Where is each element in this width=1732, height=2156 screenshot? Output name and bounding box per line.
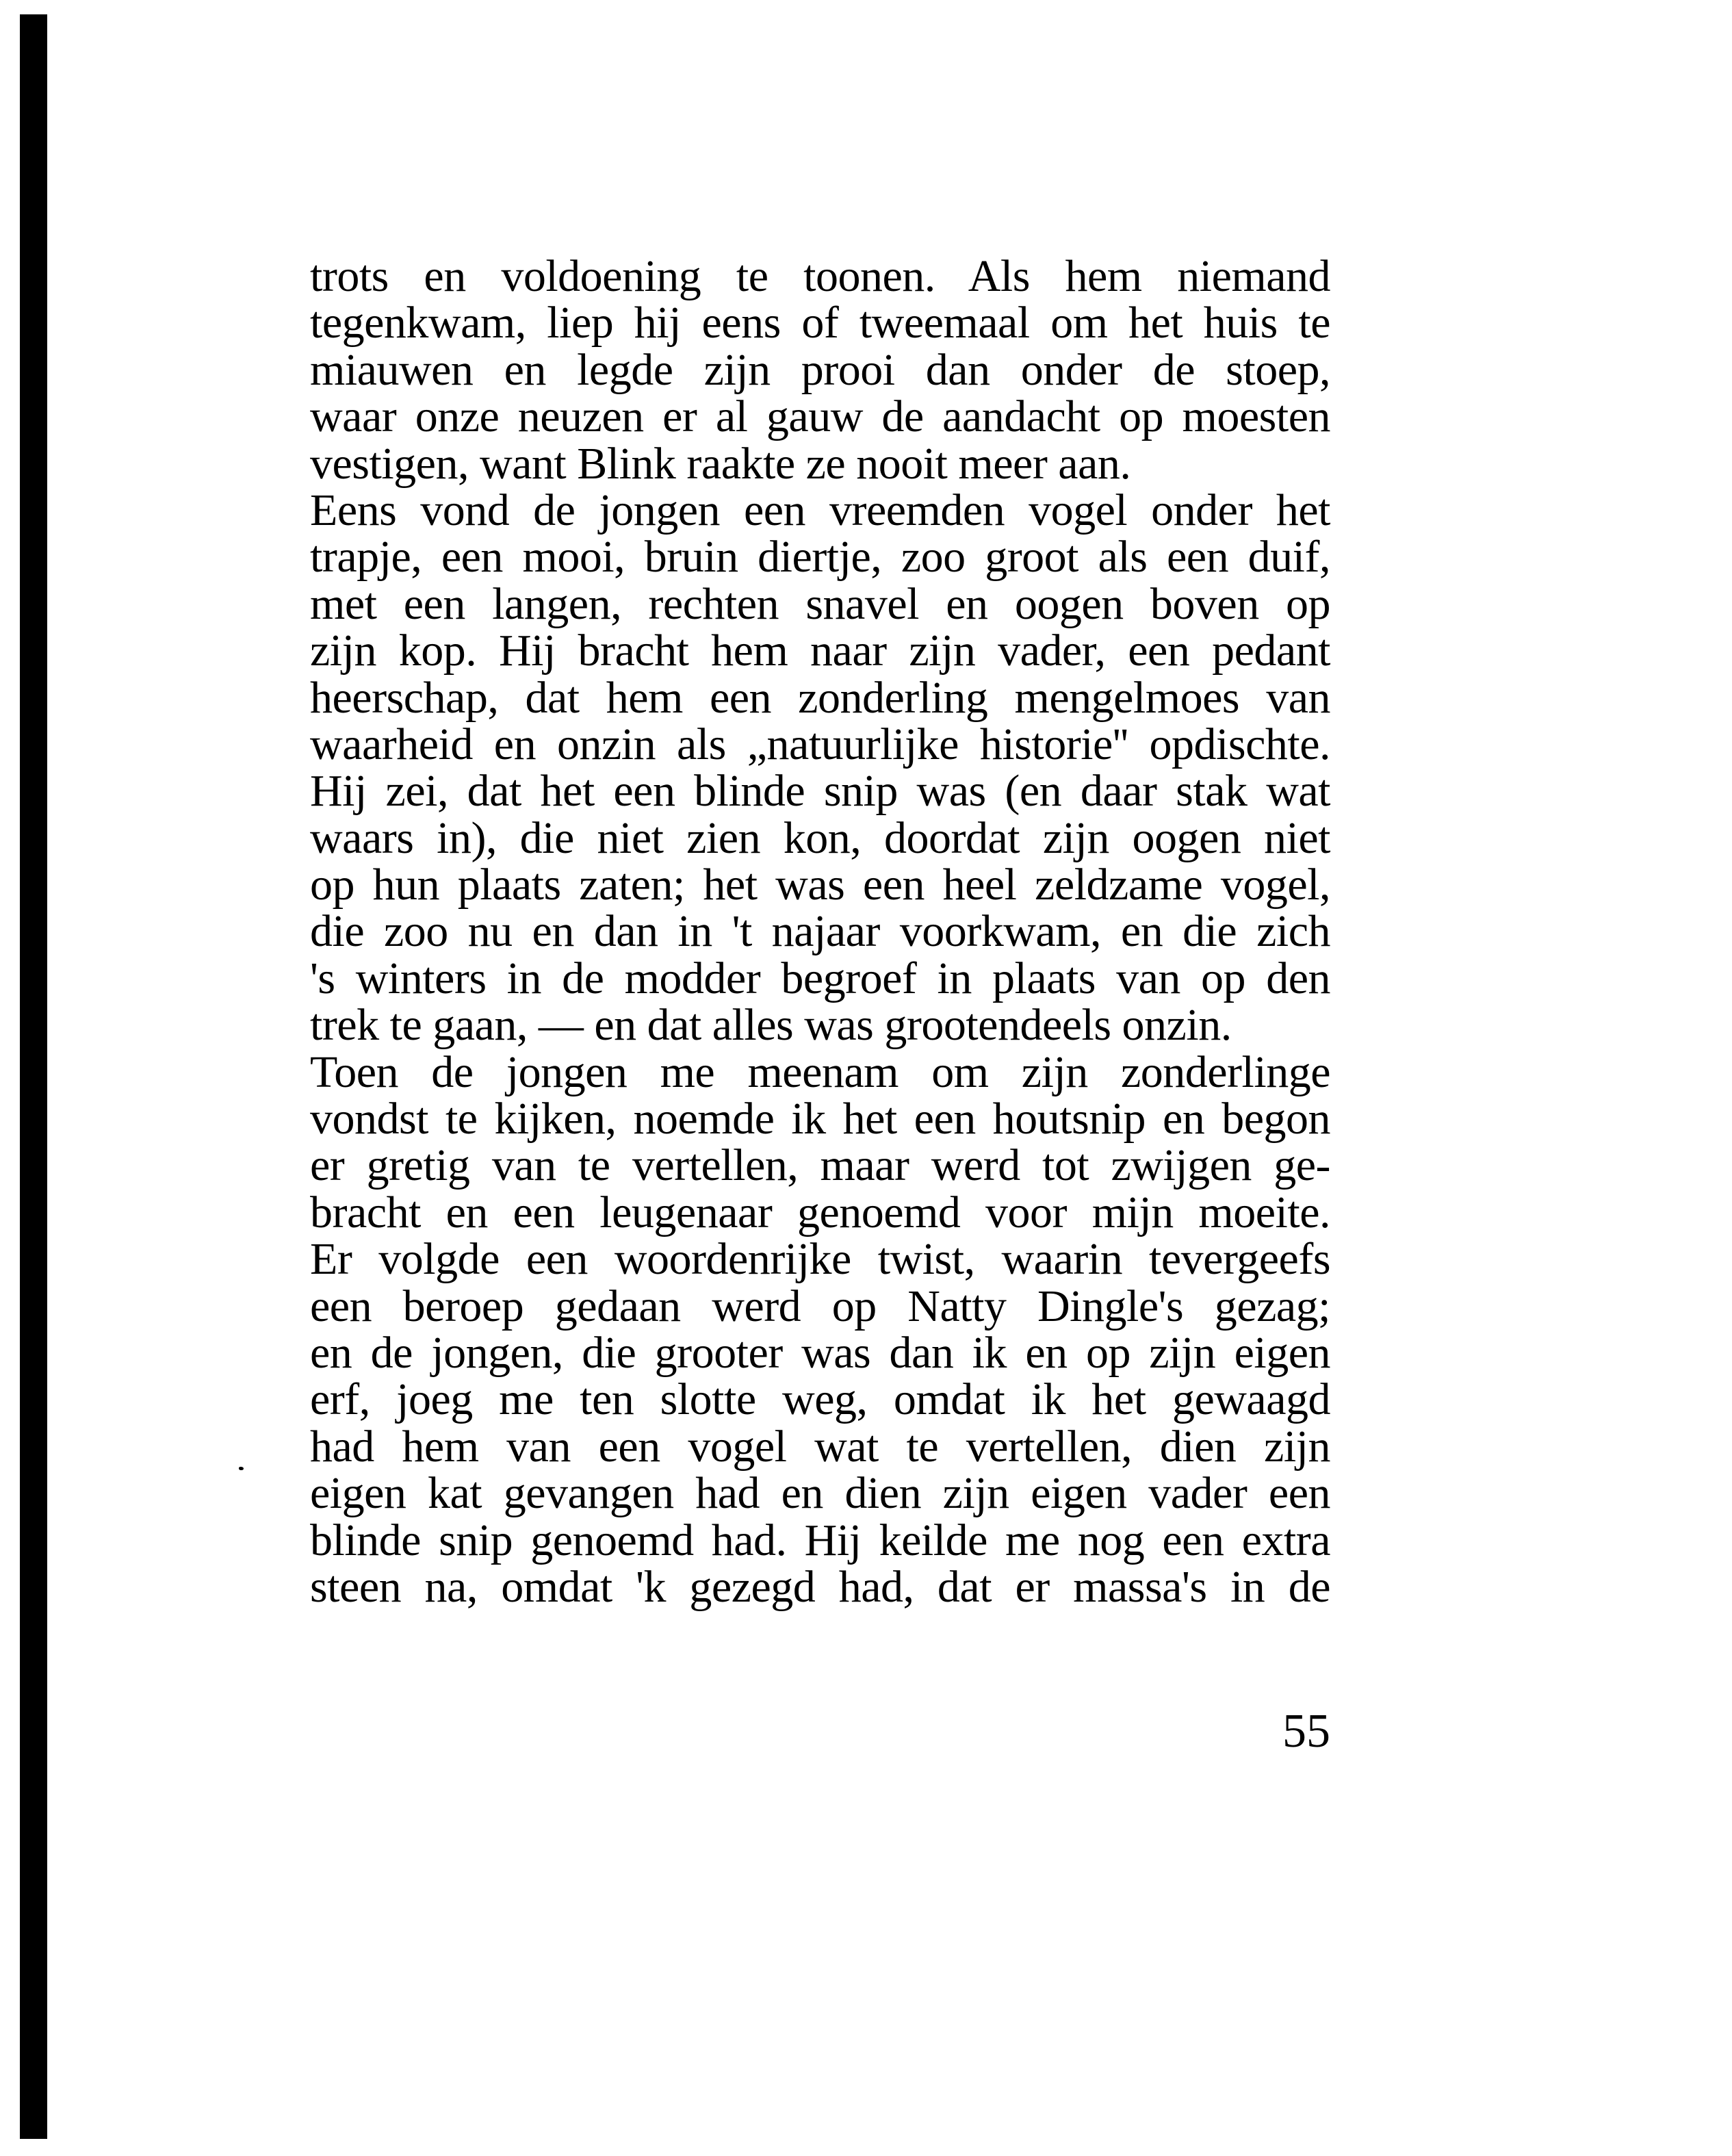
text-line: vestigen, want Blink raakte ze nooit meer aan.: [310, 438, 1131, 489]
text-line: waarheid en onzin als „natuurlijke historie'' opdischte.: [310, 719, 1330, 769]
text-line: heerschap, dat hem een zonderling mengelmoes van: [310, 672, 1330, 723]
text-line: miauwen en legde zijn prooi dan onder de stoep,: [310, 344, 1330, 395]
text-line: trapje, een mooi, bruin diertje, zoo groot als een duif,: [310, 532, 1330, 582]
text-line: Toen de jongen me meenam om zijn zonderlinge: [310, 1047, 1330, 1097]
text-line: erf, joeg me ten slotte weg, omdat ik het gewaagd: [310, 1374, 1330, 1425]
text-line: steen na, omdat 'k gezegd had, dat er massa's in de: [310, 1561, 1330, 1612]
text-line: die zoo nu en dan in 't najaar voorkwam, en die zich: [310, 906, 1330, 957]
text-line: bracht en een leugenaar genoemd voor mijn moeite.: [310, 1187, 1330, 1237]
scan-speck: [239, 1467, 244, 1470]
text-line: waar onze neuzen er al gauw de aandacht op moesten: [310, 392, 1330, 442]
text-line: 's winters in de modder begroef in plaats van op den: [310, 953, 1330, 1003]
text-line: blinde snip genoemd had. Hij keilde me nog een extra: [310, 1515, 1330, 1565]
text-line: Er volgde een woordenrijke twist, waarin tevergeefs: [310, 1234, 1330, 1285]
text-line: trots en voldoening te toonen. Als hem niemand: [310, 251, 1330, 301]
text-line: er gretig van te vertellen, maar werd tot zwijgen ge-: [310, 1140, 1330, 1191]
text-line: tegenkwam, liep hij eens of tweemaal om het huis te: [310, 298, 1330, 348]
text-line: eigen kat gevangen had en dien zijn eigen vader een: [310, 1468, 1330, 1519]
text-line: trek te gaan, — en dat alles was grootendeels onzin.: [310, 1000, 1232, 1051]
text-line: met een langen, rechten snavel en oogen boven op: [310, 578, 1330, 629]
body-text: [310, 253, 1330, 1610]
page-number: 55: [1282, 1705, 1330, 1758]
text-line: en de jongen, die grooter was dan ik en op zijn eigen: [310, 1327, 1330, 1378]
text-line: Eens vond de jongen een vreemden vogel onder het: [310, 485, 1330, 535]
text-line: waars in), die niet zien kon, doordat zijn oogen niet: [310, 812, 1330, 863]
text-line: vondst te kijken, noemde ik het een houtsnip en begon: [310, 1094, 1330, 1144]
scan-binding-edge: [20, 14, 47, 2139]
text-line: Hij zei, dat het een blinde snip was (en daar stak wat: [310, 766, 1330, 817]
text-line: had hem van een vogel wat te vertellen, dien zijn: [310, 1421, 1330, 1472]
text-line: zijn kop. Hij bracht hem naar zijn vader, een pedant: [310, 626, 1330, 676]
text-line: op hun plaats zaten; het was een heel zeldzame vogel,: [310, 860, 1330, 910]
text-line: een beroep gedaan werd op Natty Dingle's gezag;: [310, 1281, 1330, 1331]
